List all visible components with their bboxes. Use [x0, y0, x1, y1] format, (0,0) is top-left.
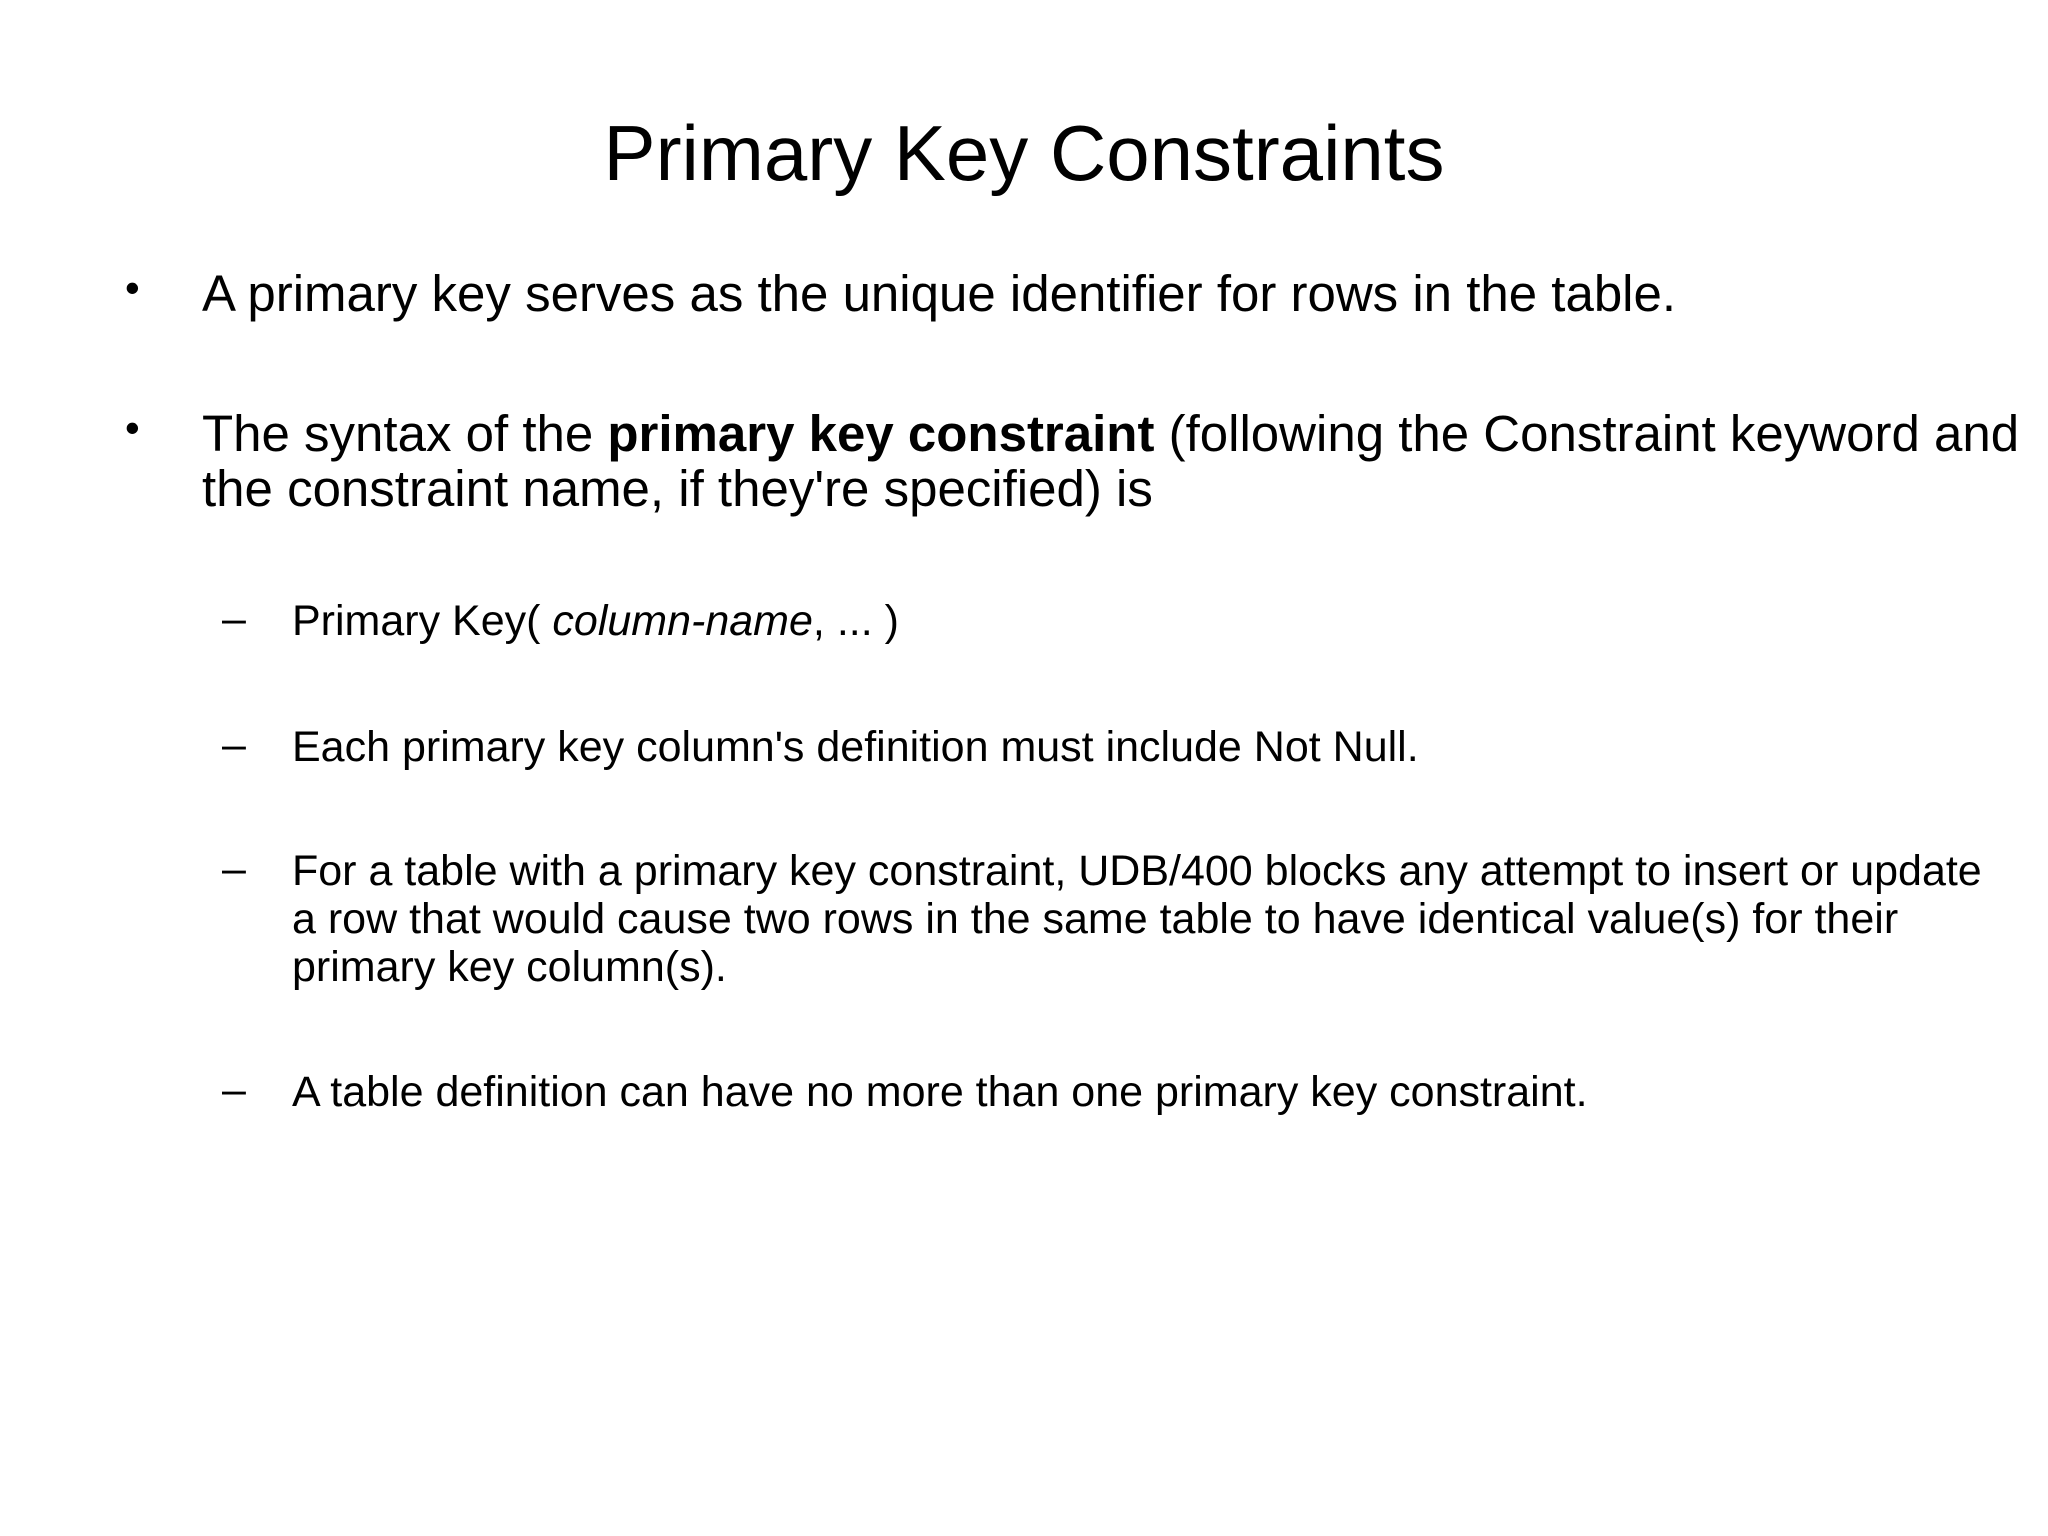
bullet-marker: • [125, 264, 140, 311]
sub-item-text-italic: column-name [552, 597, 813, 645]
sub-item-text-lead: Primary Key( [292, 597, 553, 645]
sub-item-text: For a table with a primary key constraint, UDB/400 blocks any attempt to insert or update a row that would cause two rows in the same table to have identical value(s) for their primary key column(s). [292, 847, 1982, 991]
dash-marker: – [222, 595, 246, 643]
sub-item-text-tail: , ... ) [812, 597, 899, 645]
dash-marker: – [222, 845, 246, 893]
bullet-text-lead: The syntax of the [202, 405, 608, 462]
bullet-text-bold: primary key constraint [607, 405, 1155, 462]
sub-item-text: Each primary key column's definition must include Not Null. [292, 723, 1419, 771]
bullet-text: A primary key serves as the unique identifier for rows in the table. [202, 265, 1677, 322]
sub-item-text: A table definition can have no more than one primary key constraint. [292, 1068, 1588, 1116]
sub-item-text [292, 597, 1982, 645]
bullet-marker: • [125, 404, 140, 451]
bullet-text [202, 406, 2048, 516]
dash-marker: – [222, 721, 246, 769]
slide-title: Primary Key Constraints [603, 109, 1445, 197]
bullet-text-tail: (following the Constraint keyword and the constraint name, if they're specified) is [202, 405, 2020, 517]
dash-marker: – [222, 1066, 246, 1114]
